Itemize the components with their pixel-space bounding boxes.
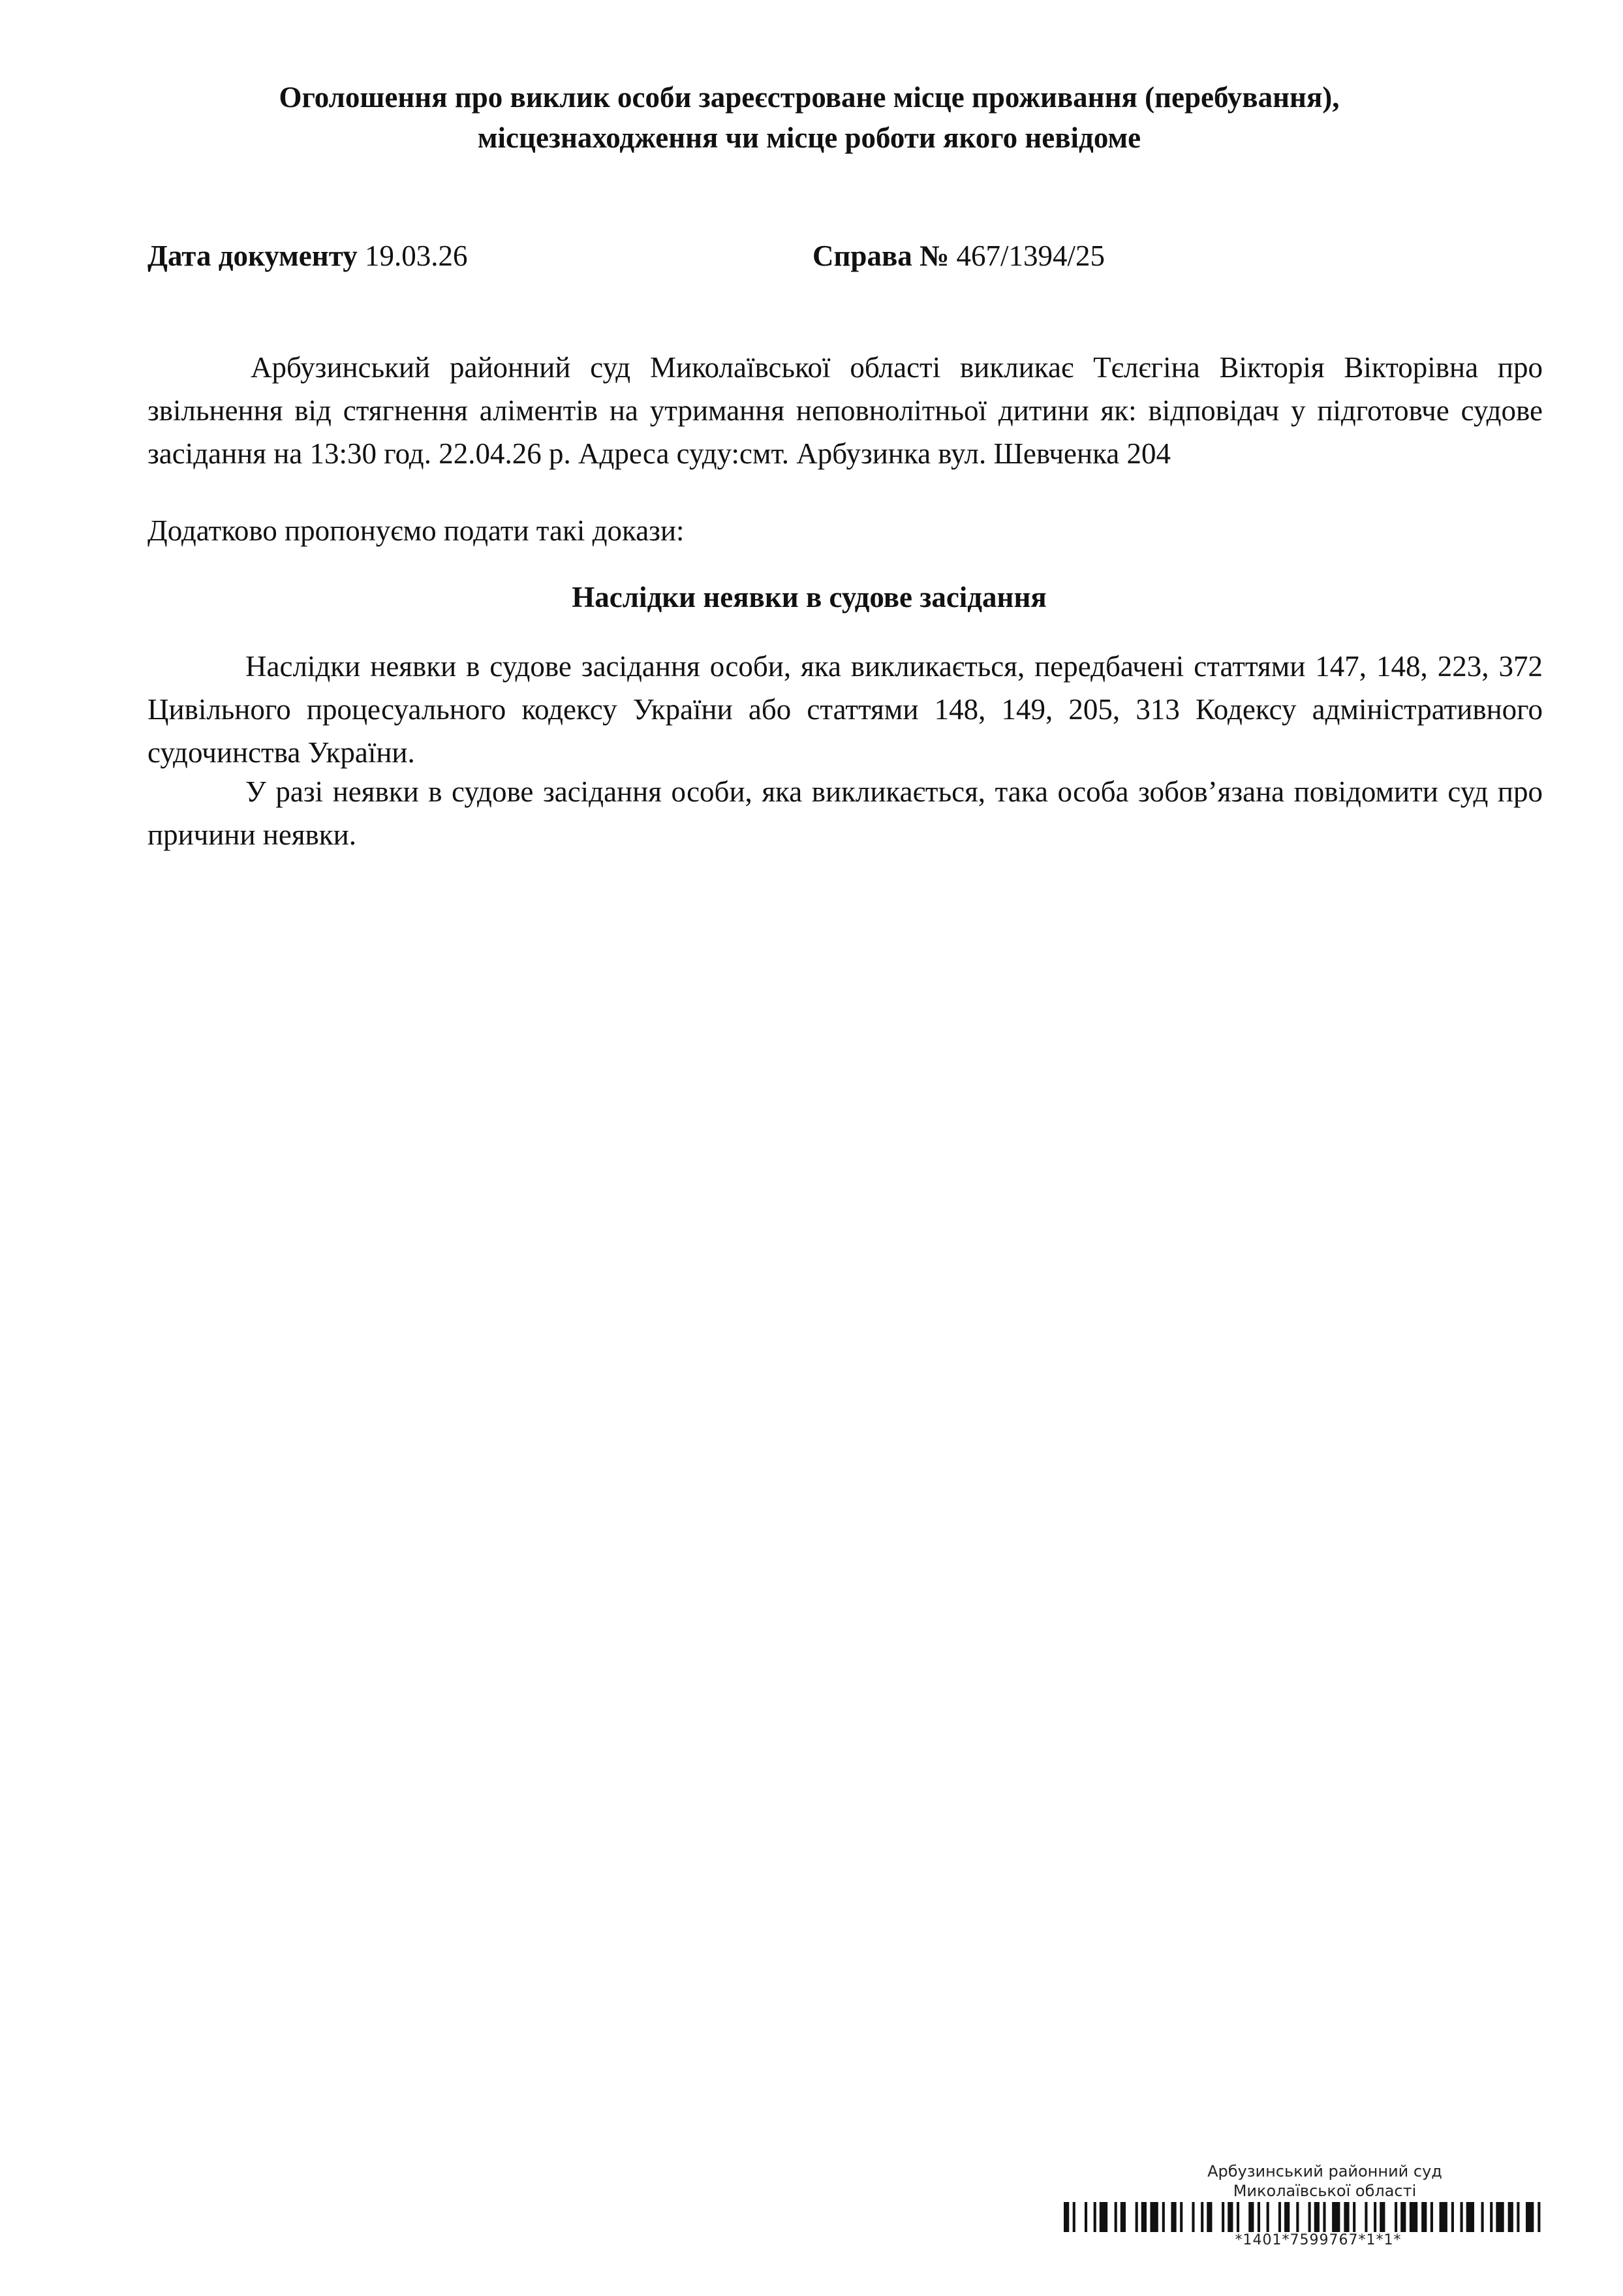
barcode-bar [1207, 2202, 1212, 2232]
barcode-bar [1248, 2202, 1254, 2232]
barcode-bar [1162, 2202, 1165, 2232]
barcode-bar [1073, 2202, 1075, 2232]
barcode-bar [1171, 2202, 1176, 2232]
barcode-bar [1064, 2202, 1069, 2232]
title-line-1: Оголошення про виклик особи зареєстроване місце проживання (перебування), [279, 81, 1340, 114]
barcode-bar [1141, 2202, 1147, 2232]
barcode-bar [1365, 2202, 1367, 2232]
barcode-bar [1353, 2202, 1355, 2232]
stamp-region: Миколаївської області [1233, 2182, 1417, 2200]
barcode-bar [1323, 2202, 1325, 2232]
barcode-bar [1466, 2202, 1474, 2232]
document-title [150, 77, 1468, 158]
barcode-bar [1481, 2202, 1484, 2232]
barcode-bar [1115, 2202, 1117, 2232]
barcode-bar [1094, 2202, 1096, 2232]
barcode-bar [1121, 2202, 1126, 2232]
summons-paragraph [147, 346, 1543, 475]
barcode-bar [1410, 2202, 1417, 2232]
case-label: Справа № [812, 240, 950, 272]
barcode-number: *1401*7599767*1*1* [1235, 2232, 1402, 2248]
barcode-bar [1517, 2202, 1519, 2232]
barcode-bar [1496, 2202, 1504, 2232]
barcode-bar [1237, 2202, 1239, 2232]
barcode-bar [1150, 2202, 1158, 2232]
barcode-bar [1400, 2202, 1406, 2232]
barcode-bar [1100, 2202, 1107, 2232]
barcode-bar [1374, 2202, 1376, 2232]
barcode-bar [1490, 2202, 1492, 2232]
barcode-bar [1344, 2202, 1349, 2232]
barcode-bar [1380, 2202, 1385, 2232]
consequences-paragraph: Наслідки неявки в судове засідання особи, яка викликається, передбачені статтями 147, 148, 223, 372 Цивільного процесуального кодексу України або статтями 148, 149, 205, 313 Кодексу адміністративного судочинства України. [147, 650, 1543, 769]
barcode-bar [1192, 2202, 1194, 2232]
barcode-bar [1296, 2202, 1299, 2232]
consequences-heading: Наслідки неявки в судове засідання [572, 581, 1047, 613]
barcode-bar [1461, 2202, 1463, 2232]
title-line-2: місцезнаходження чи місце роботи якого невідоме [477, 121, 1141, 154]
obligation-paragraph: У разі неявки в судове засідання особи, яка викликається, така особа зобов’язана повідомити суд про причини неявки. [147, 775, 1543, 851]
barcode-image [1064, 2202, 1547, 2232]
barcode-bar [1538, 2202, 1540, 2232]
court-barcode-stamp [1064, 2162, 1547, 2249]
barcode-bar [1284, 2202, 1290, 2232]
case-number [812, 236, 1105, 275]
barcode-bar [1085, 2202, 1087, 2232]
barcode-bar [1258, 2202, 1260, 2232]
summons-text: Арбузинський районний суд Миколаївської області викликає Тєлєгіна Вікторія Вікторівна про звільнення від стягнення аліментів на утримання неповнолітньої дитини як: відповідач у підготовче судове засідання на 13:30 год. 22.04.26 р. Адреса суду:смт. Арбузинка вул. Шевченка 204 [147, 351, 1543, 470]
barcode-bar [1421, 2202, 1427, 2232]
barcode-bar [1430, 2202, 1433, 2232]
document-date [147, 236, 467, 275]
case-value: 467/1394/25 [956, 240, 1105, 272]
barcode-bar [1395, 2202, 1397, 2232]
date-value: 19.03.26 [364, 240, 468, 272]
stamp-court-name: Арбузинський районний суд [1207, 2162, 1442, 2180]
barcode-bar [1201, 2202, 1203, 2232]
barcode-bar [1308, 2202, 1311, 2232]
barcode-bar [1508, 2202, 1513, 2232]
barcode-bar [1136, 2202, 1138, 2232]
barcode-bar [1440, 2202, 1447, 2232]
barcode-bar [1314, 2202, 1320, 2232]
barcode-bar [1222, 2202, 1224, 2232]
barcode-bar [1180, 2202, 1182, 2232]
barcode-bar [1278, 2202, 1281, 2232]
evidence-paragraph: Додатково пропонуємо подати такі докази: [147, 514, 685, 547]
barcode-bar [1451, 2202, 1454, 2232]
barcode-bar [1332, 2202, 1340, 2232]
barcode-bar [1526, 2202, 1534, 2232]
barcode-bar [1267, 2202, 1269, 2232]
date-label: Дата документу [147, 240, 358, 272]
barcode-bar [1228, 2202, 1233, 2232]
